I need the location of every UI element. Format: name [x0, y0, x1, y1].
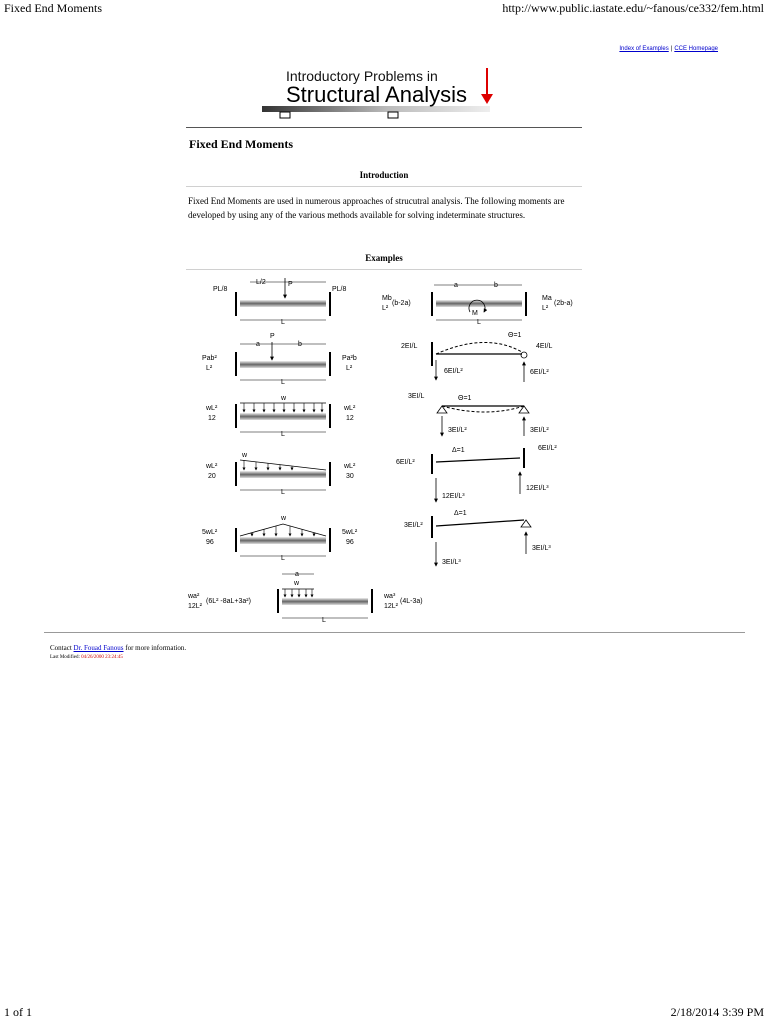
l6-right-moment-den: 12L² — [384, 603, 399, 610]
r2-theta: Θ=1 — [508, 332, 522, 339]
r1-right-moment-tail: (2b-a) — [554, 300, 573, 307]
print-footer-datetime: 2/18/2014 3:39 PM — [670, 1005, 764, 1019]
l2-b-label: b — [298, 341, 302, 348]
r2-right-moment: 4EI/L — [536, 343, 553, 350]
l2-left-moment-num: Pab² — [202, 355, 217, 362]
r3-left-reaction: 3EI/L² — [448, 427, 467, 434]
l2-span-label: L — [281, 379, 285, 386]
l6-a-label: a — [295, 571, 299, 578]
fixed-end-moment-diagrams — [186, 272, 586, 632]
l5-left-moment-den: 96 — [206, 539, 214, 546]
l4-beam — [240, 471, 326, 478]
last-modified-label: Last Modified: — [50, 655, 80, 660]
r5-right-reaction: 3EI/L³ — [532, 545, 551, 552]
examples-heading: Examples — [365, 253, 403, 263]
l5-span-label: L — [281, 555, 285, 562]
l4-load-label: w — [242, 452, 248, 459]
footer-rule — [44, 632, 745, 633]
last-modified-value: 04/26/2000 23:24:45 — [81, 655, 123, 660]
print-footer — [4, 1005, 764, 1023]
diagram-applied-moment — [382, 282, 573, 326]
r3-right-reaction: 3EI/L² — [530, 427, 549, 434]
l3-load-label: w — [281, 395, 287, 402]
r4-left-moment: 6EI/L² — [396, 459, 415, 466]
diagram-partial-uniform-load — [187, 571, 423, 624]
l2-beam — [240, 361, 326, 368]
l6-span-label: L — [322, 617, 326, 624]
r2-left-reaction: 6EI/L² — [444, 368, 463, 375]
l5-load-label: w — [281, 515, 287, 522]
l1-left-moment: PL/8 — [213, 286, 228, 293]
r4-delta: Δ=1 — [452, 447, 465, 454]
l3-right-moment-den: 12 — [346, 415, 354, 422]
l1-load-label: P — [288, 281, 293, 288]
r3-theta: Θ=1 — [458, 395, 472, 402]
l1-span-label: L — [281, 319, 285, 326]
introduction-heading: Introduction — [359, 170, 409, 180]
l5-right-moment-den: 96 — [346, 539, 354, 546]
l5-left-moment-num: 5wL² — [202, 529, 218, 536]
l4-span-label: L — [281, 489, 285, 496]
course-banner — [262, 64, 498, 122]
diagram-unit-rotation-fixed — [401, 332, 552, 382]
top-links — [619, 46, 718, 52]
diagram-symmetric-triangular-load — [202, 515, 358, 562]
l2-a-label: a — [256, 341, 260, 348]
r1-a-label: a — [454, 282, 458, 289]
print-header — [4, 1, 764, 19]
contact-line — [50, 644, 186, 652]
l3-left-moment-num: wL² — [206, 405, 218, 412]
l2-load-label: P — [270, 333, 275, 340]
banner-line1: Introductory Problems in — [286, 68, 438, 84]
banner-line2: Structural Analysis — [286, 82, 467, 107]
last-modified — [50, 655, 123, 660]
cce-homepage-link[interactable]: CCE Homepage — [674, 46, 718, 52]
l6-right-moment-tail: (4L-3a) — [400, 598, 423, 605]
l3-left-moment-den: 12 — [208, 415, 216, 422]
banner-arrow-head — [481, 94, 493, 104]
r5-delta: Δ=1 — [454, 510, 467, 517]
l6-right-moment-num: wa³ — [384, 593, 396, 600]
l5-right-moment-num: 5wL² — [342, 529, 358, 536]
l2-right-moment-num: Pa²b — [342, 355, 357, 362]
r5-left-moment: 3EI/L² — [404, 522, 423, 529]
examples-rule — [186, 269, 582, 270]
r1-beam — [436, 300, 522, 307]
contact-name-link[interactable]: Dr. Fouad Fanous — [73, 644, 124, 652]
r1-b-label: b — [494, 282, 498, 289]
r4-right-moment: 6EI/L² — [538, 445, 557, 452]
r1-span-label: L — [477, 319, 481, 326]
diagram-unit-translation-pinned — [404, 510, 551, 566]
l3-beam — [240, 413, 326, 420]
r4-left-reaction: 12EI/L³ — [442, 493, 465, 500]
r1-left-moment-tail: (b-2a) — [392, 300, 411, 307]
r1-left-moment-den: L² — [382, 305, 389, 312]
link-separator: | — [670, 46, 673, 52]
l4-right-moment-den: 30 — [346, 473, 354, 480]
diagram-central-point-load — [213, 278, 347, 326]
l3-right-moment-num: wL² — [344, 405, 356, 412]
l1-beam — [240, 300, 326, 307]
contact-suffix: for more information. — [125, 644, 187, 652]
l5-beam — [240, 537, 326, 544]
print-footer-page: 1 of 1 — [4, 1005, 32, 1019]
banner-right-support — [388, 112, 398, 118]
title-rule — [186, 127, 582, 128]
l3-span-label: L — [281, 431, 285, 438]
l2-right-moment-den: L² — [346, 365, 353, 372]
contact-prefix: Contact — [50, 644, 72, 652]
l1-right-moment: PL/8 — [332, 286, 347, 293]
r1-left-moment-num: Mb — [382, 295, 392, 302]
diagram-uniform-load — [205, 395, 356, 438]
l4-left-moment-den: 20 — [208, 473, 216, 480]
banner-left-support — [280, 112, 290, 118]
r3-left-moment: 3EI/L — [408, 393, 425, 400]
diagram-unit-translation-fixed — [396, 445, 557, 502]
l4-right-moment-num: wL² — [344, 463, 356, 470]
r2-left-moment: 2EI/L — [401, 343, 418, 350]
l6-left-moment-tail: (6L² -8aL+3a²) — [206, 598, 251, 605]
l6-left-moment-den: 12L² — [188, 603, 203, 610]
r5-left-reaction: 3EI/L³ — [442, 559, 461, 566]
r1-right-moment-num: Ma — [542, 295, 552, 302]
r1-right-moment-den: L² — [542, 305, 549, 312]
introduction-rule — [186, 186, 582, 187]
l2-left-moment-den: L² — [206, 365, 213, 372]
l1-half-dim: L/2 — [256, 279, 266, 286]
intro-paragraph: Fixed End Moments are used in numerous approaches of strucutral analysis. The following moments are developed by using any of the various methods available for solving indeterminate structures. — [188, 196, 565, 220]
l6-left-moment-num: wa² — [188, 593, 200, 600]
index-of-examples-link[interactable]: Index of Examples — [619, 46, 669, 52]
diagram-unit-rotation-pinned — [408, 393, 549, 436]
diagram-eccentric-point-load — [202, 333, 357, 386]
diagram-triangular-load — [205, 452, 356, 496]
r4-right-reaction: 12EI/L³ — [526, 485, 549, 492]
print-header-title: Fixed End Moments — [4, 1, 102, 15]
l6-beam — [282, 598, 368, 605]
l4-left-moment-num: wL² — [206, 463, 218, 470]
page-title: Fixed End Moments — [189, 137, 294, 151]
r2-right-reaction: 6EI/L² — [530, 369, 549, 376]
print-header-url: http://www.public.iastate.edu/~fanous/ce332/fem.html — [502, 1, 764, 15]
r1-moment-label: M — [472, 310, 478, 317]
l6-load-label: w — [294, 580, 300, 587]
